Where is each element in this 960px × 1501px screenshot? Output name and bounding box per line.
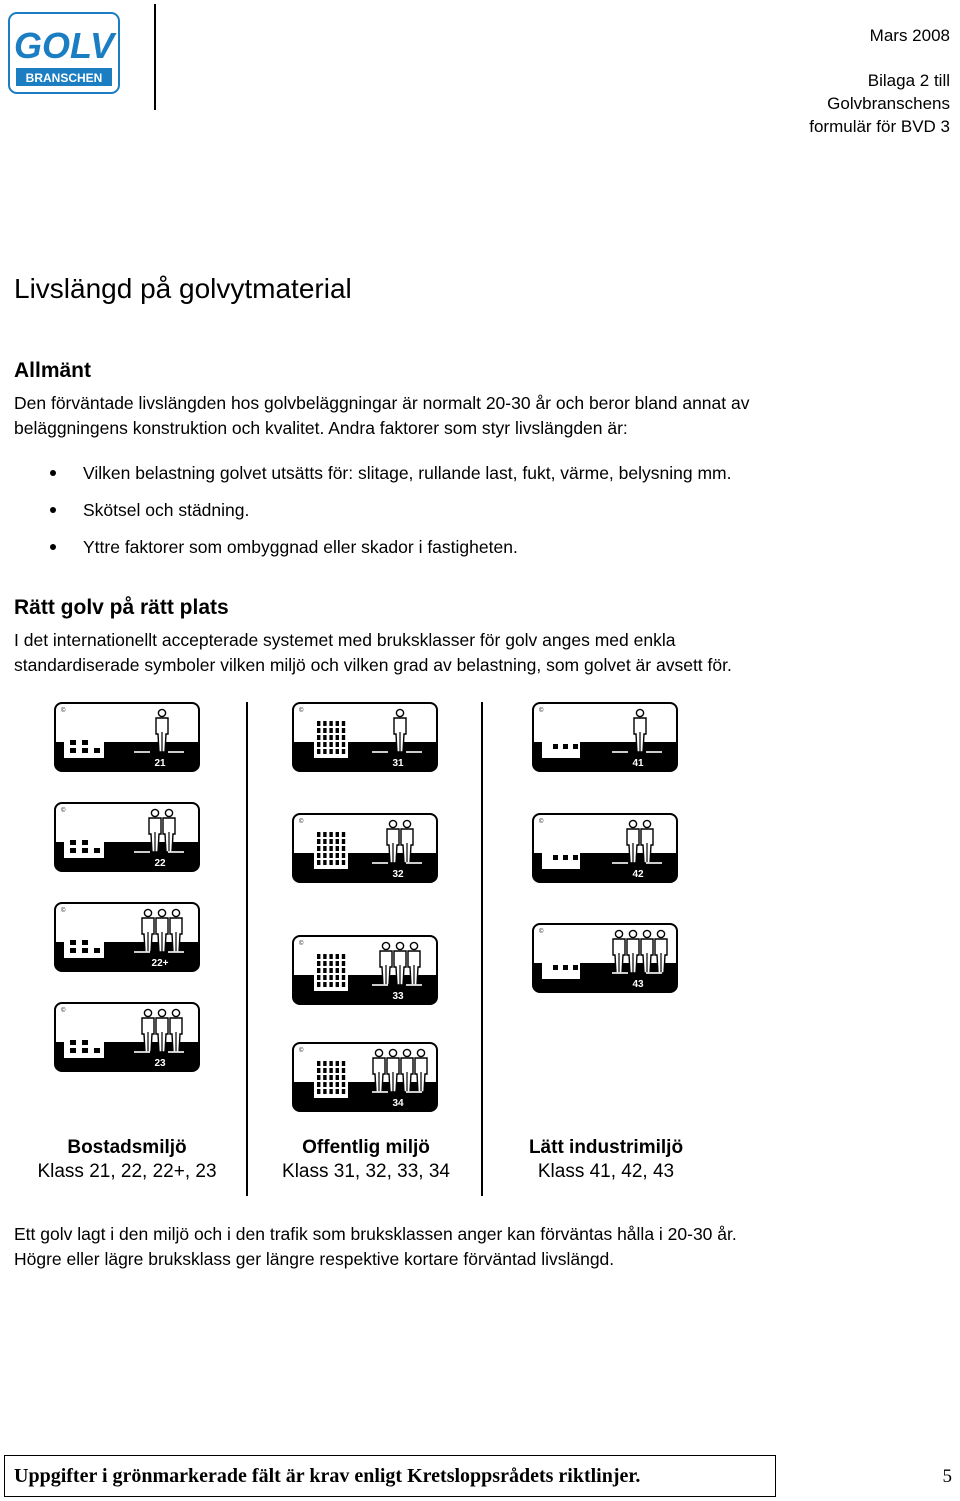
header-divider [154, 4, 156, 110]
logo-main-text: GOLV [13, 25, 115, 66]
usage-class-symbol [532, 813, 678, 883]
document-date: Mars 2008 [869, 26, 950, 45]
usage-class-symbol [532, 923, 678, 993]
office-building-icon [292, 935, 438, 1005]
usage-class-symbol [292, 1042, 438, 1112]
section-heading-general: Allmänt [14, 359, 92, 382]
page-number: 5 [942, 1466, 952, 1487]
usage-class-symbol [54, 702, 200, 772]
svg-text:©: © [299, 708, 304, 714]
office-building-icon [292, 813, 438, 883]
svg-text:©: © [61, 908, 66, 914]
paragraph-line: standardiserade symboler vilken miljö och vilken grad av belastning, som golvet är avsett för. [14, 655, 732, 675]
usage-class-label: 22+ [151, 958, 169, 969]
office-building-icon [292, 1042, 438, 1112]
column-classes: Klass 41, 42, 43 [537, 1161, 675, 1182]
column-title: Offentlig miljö [302, 1137, 430, 1158]
column-divider [481, 702, 483, 1196]
usage-class-symbol [532, 702, 678, 772]
svg-text:©: © [299, 1048, 304, 1054]
factor-list [50, 455, 930, 566]
house-icon [54, 1002, 200, 1072]
appendix-note [809, 69, 950, 138]
logo-sub-text: BRANSCHEN [25, 71, 103, 85]
usage-class-label: 22 [154, 858, 166, 869]
svg-text:©: © [299, 819, 304, 825]
usage-class-symbol [292, 702, 438, 772]
usage-class-symbol [54, 1002, 200, 1072]
house-icon [54, 702, 200, 772]
conclusion-paragraph [14, 1222, 944, 1272]
paragraph-line: Den förväntade livslängden hos golvbeläggningar är normalt 20-30 år och beror bland annat av [14, 393, 750, 413]
list-item: Yttre faktorer som ombyggnad eller skador i fastigheten. [50, 529, 930, 566]
usage-class-label: 33 [392, 991, 404, 1002]
column-divider [246, 702, 248, 1196]
factory-icon [532, 702, 678, 772]
appendix-line: Golvbranschens [827, 94, 950, 113]
svg-text:©: © [61, 808, 66, 814]
usage-class-label: 32 [392, 869, 404, 880]
usage-class-label: 41 [632, 758, 644, 769]
appendix-line: formulär för BVD 3 [809, 117, 950, 136]
column-classes: Klass 31, 32, 33, 34 [282, 1161, 450, 1182]
usage-class-label: 31 [392, 758, 404, 769]
column-classes: Klass 21, 22, 22+, 23 [37, 1161, 217, 1182]
usage-class-symbol [54, 902, 200, 972]
svg-text:©: © [539, 929, 544, 935]
office-building-icon [292, 702, 438, 772]
svg-text:©: © [61, 708, 66, 714]
usage-class-label: 23 [154, 1058, 166, 1069]
svg-text:©: © [61, 1008, 66, 1014]
usage-class-label: 21 [154, 758, 166, 769]
column-title: Lätt industrimiljö [528, 1137, 684, 1158]
svg-text:©: © [299, 941, 304, 947]
usage-class-symbol [292, 935, 438, 1005]
paragraph-line: Högre eller lägre bruksklass ger längre respektive kortare förväntad livslängd. [14, 1249, 615, 1269]
paragraph-line: beläggningens konstruktion och kvalitet. Andra faktorer som styr livslängden är: [14, 418, 628, 438]
factory-icon [532, 813, 678, 883]
svg-text:©: © [539, 819, 544, 825]
usage-class-label: 43 [632, 979, 644, 990]
general-paragraph [14, 391, 944, 441]
usage-class-symbol [54, 802, 200, 872]
paragraph-line: Ett golv lagt i den miljö och i den trafik som bruksklassen anger kan förväntas hålla i 20-30 år. [14, 1224, 737, 1244]
svg-text:©: © [539, 708, 544, 714]
factory-icon [532, 923, 678, 993]
right-place-paragraph [14, 628, 944, 678]
page-title: Livslängd på golvytmaterial [14, 273, 352, 304]
usage-class-label: 34 [392, 1098, 404, 1109]
house-icon [54, 902, 200, 972]
usage-class-label: 42 [632, 869, 644, 880]
list-item: Skötsel och städning. [50, 492, 930, 529]
usage-class-symbol [292, 813, 438, 883]
house-icon [54, 802, 200, 872]
column-title: Bostadsmiljö [67, 1137, 187, 1158]
section-heading-right-place: Rätt golv på rätt plats [14, 596, 229, 619]
appendix-line: Bilaga 2 till [867, 71, 950, 90]
list-item: Vilken belastning golvet utsätts för: slitage, rullande last, fukt, värme, belysning mm. [50, 455, 930, 492]
golvbranschen-logo [8, 12, 120, 94]
footer-note: Uppgifter i grönmarkerade fält är krav enligt Kretsloppsrådets riktlinjer. [14, 1465, 641, 1487]
paragraph-line: I det internationellt accepterade systemet med bruksklasser för golv anges med enkla [14, 630, 676, 650]
